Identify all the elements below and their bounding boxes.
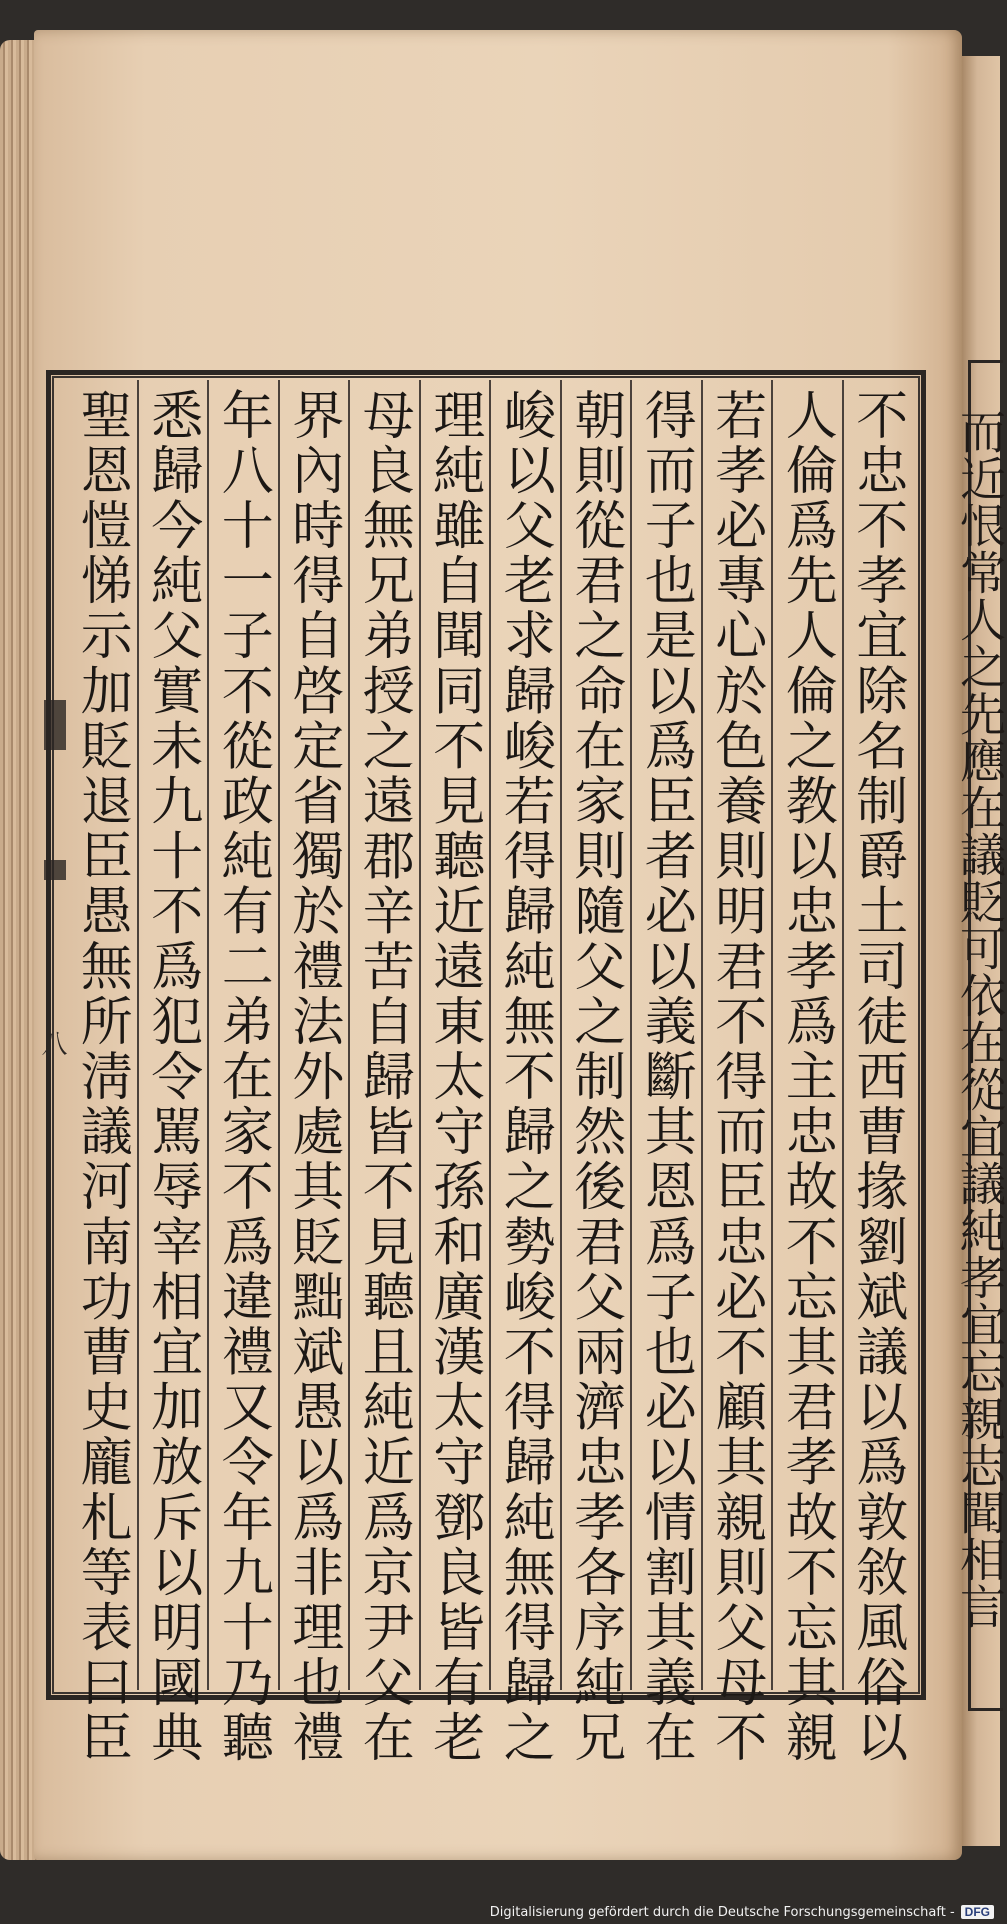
fold-mark: 八 bbox=[37, 1030, 67, 1056]
next-page-text: 而近恨常人之先應在議貶可依在從宜議純孝宜忘親志聞相言 bbox=[953, 408, 1007, 1630]
text-column: 朝則從君之命在家則隨父之制然後君父兩濟忠孝各序純兄 bbox=[564, 388, 625, 1766]
text-column: 母良無兄弟授之遠郡辛苦自歸皆不見聽且純近爲京尹父在 bbox=[353, 388, 414, 1766]
column-rule bbox=[137, 380, 139, 1690]
column-rule bbox=[842, 380, 844, 1690]
text-column: 若孝必專心於色養則明君不得而臣忠必不顧其親則父母不 bbox=[705, 388, 766, 1766]
text-column: 聖恩愷悌示加貶退臣愚無所淸議河南功曹史龐札等表曰臣 bbox=[71, 388, 132, 1766]
text-column: 峻以父老求歸峻若得歸純無不歸之勢峻不得歸純無得歸之 bbox=[494, 388, 555, 1766]
text-column: 人倫爲先人倫之教以忠孝爲主忠故不忘其君孝故不忘其親 bbox=[776, 388, 837, 1766]
text-column: 年八十一子不從政純有二弟在家不爲違禮又令年九十乃聽 bbox=[212, 388, 273, 1766]
column-rule bbox=[560, 380, 562, 1690]
footer-text: Digitalisierung gefördert durch die Deutsche Forschungsgemeinschaft - bbox=[489, 1904, 955, 1920]
dfg-logo: DFG bbox=[961, 1905, 994, 1919]
column-rule bbox=[348, 380, 350, 1690]
column-rule bbox=[630, 380, 632, 1690]
column-rule bbox=[207, 380, 209, 1690]
column-rule bbox=[489, 380, 491, 1690]
column-rule bbox=[701, 380, 703, 1690]
text-column: 悉歸今純父實未九十不爲犯令駡辱宰相宜加放斥以明國典 bbox=[141, 388, 202, 1766]
text-column: 不忠不孝宜除名制爵土司徒西曹掾劉斌議以爲敦敘風俗以 bbox=[846, 388, 907, 1766]
column-rule bbox=[771, 380, 773, 1690]
margin-mark bbox=[44, 700, 66, 750]
digitization-footer bbox=[490, 1902, 994, 1922]
column-rule bbox=[419, 380, 421, 1690]
margin-mark bbox=[44, 860, 66, 880]
text-column: 界內時得自啓定省獨於禮法外處其貶黜斌愚以爲非理也禮 bbox=[282, 388, 343, 1766]
column-rule bbox=[278, 380, 280, 1690]
text-column: 理純雖自聞同不見聽近遠東太守孫和廣漢太守鄧良皆有老 bbox=[423, 388, 484, 1766]
text-column: 得而子也是以爲臣者必以義斷其恩爲子也必以情割其義在 bbox=[635, 388, 696, 1766]
